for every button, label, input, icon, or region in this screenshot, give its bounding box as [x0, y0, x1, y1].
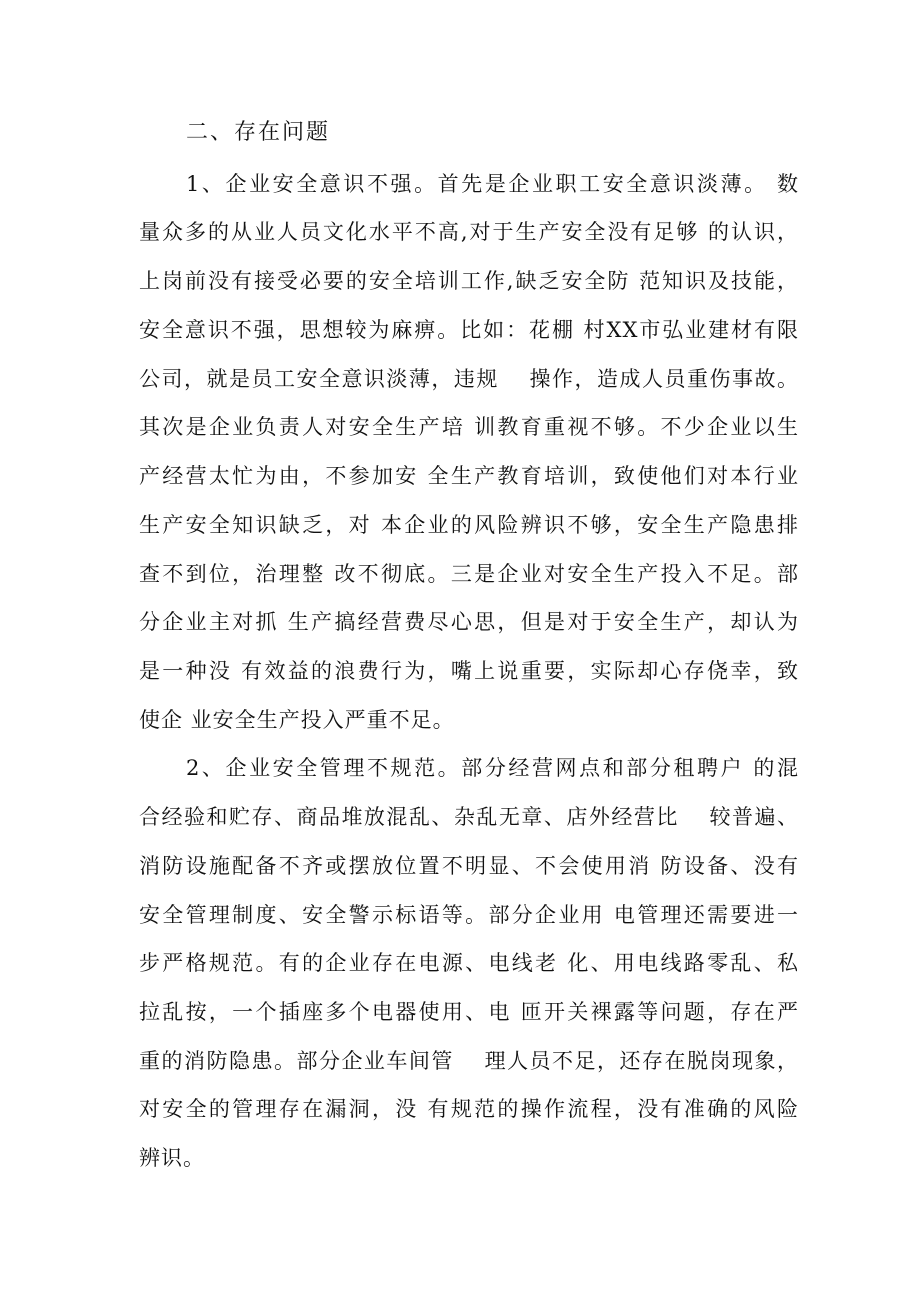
- paragraph-1-line: 查不到位，治理整 改不彻底。三是企业对安全生产投入不足。部: [139, 562, 799, 586]
- paragraph-1-line: 是一种没 有效益的浪费行为，嘴上说重要，实际却心存侥幸，致: [139, 659, 799, 683]
- paragraph-2-line: 步严格规范。有的企业存在电源、电线老 化、用电线路零乱、私: [139, 951, 799, 975]
- paragraph-2-line: 消防设施配备不齐或摆放位置不明显、不会使用消 防设备、没有: [139, 854, 799, 878]
- paragraph-1-line: 公司，就是员工安全意识淡薄，违规 操作，造成人员重伤事故。: [139, 367, 799, 391]
- paragraph-1-line: 量众多的从业人员文化水平不高,对于生产安全没有足够 的认识，: [139, 220, 799, 244]
- paragraph-1-line: 生产安全知识缺乏，对 本企业的风险辨识不够，安全生产隐患排: [139, 513, 799, 537]
- paragraph-2-line: 辨识。: [139, 1146, 205, 1170]
- paragraph-1-line: 安全意识不强，思想较为麻痹。比如：花棚 村XX市弘业建材有限: [139, 318, 799, 342]
- paragraph-1-line: 上岗前没有接受必要的安全培训工作,缺乏安全防 范知识及技能，: [139, 269, 799, 293]
- paragraph-1-line: 其次是企业负责人对安全生产培 训教育重视不够。不少企业以生: [139, 415, 799, 439]
- paragraph-2-line: 2、企业安全管理不规范。部分经营网点和部分租聘户 的混: [186, 756, 799, 780]
- paragraph-2-line: 拉乱按，一个插座多个电器使用、电 匝开关裸露等问题，存在严: [139, 1000, 799, 1024]
- paragraph-2-line: 合经验和贮存、商品堆放混乱、杂乱无章、店外经营比 较普遍、: [139, 805, 799, 829]
- section-heading: 二、存在问题: [186, 120, 331, 145]
- paragraph-1-line: 使企 业安全生产投入严重不足。: [139, 708, 455, 732]
- paragraph-2-line: 重的消防隐患。部分企业车间管 理人员不足，还存在脱岗现象，: [139, 1049, 799, 1073]
- paragraph-2-line: 安全管理制度、安全警示标语等。部分企业用 电管理还需要进一: [139, 903, 799, 927]
- paragraph-1-line: 1、企业安全意识不强。首先是企业职工安全意识淡薄。 数: [186, 172, 799, 196]
- paragraph-1-line: 产经营太忙为由，不参加安 全生产教育培训，致使他们对本行业: [139, 464, 799, 488]
- paragraph-2-line: 对安全的管理存在漏洞，没 有规范的操作流程，没有准确的风险: [139, 1097, 799, 1121]
- paragraph-1-line: 分企业主对抓 生产搞经营费尽心思，但是对于安全生产，却认为: [139, 610, 799, 634]
